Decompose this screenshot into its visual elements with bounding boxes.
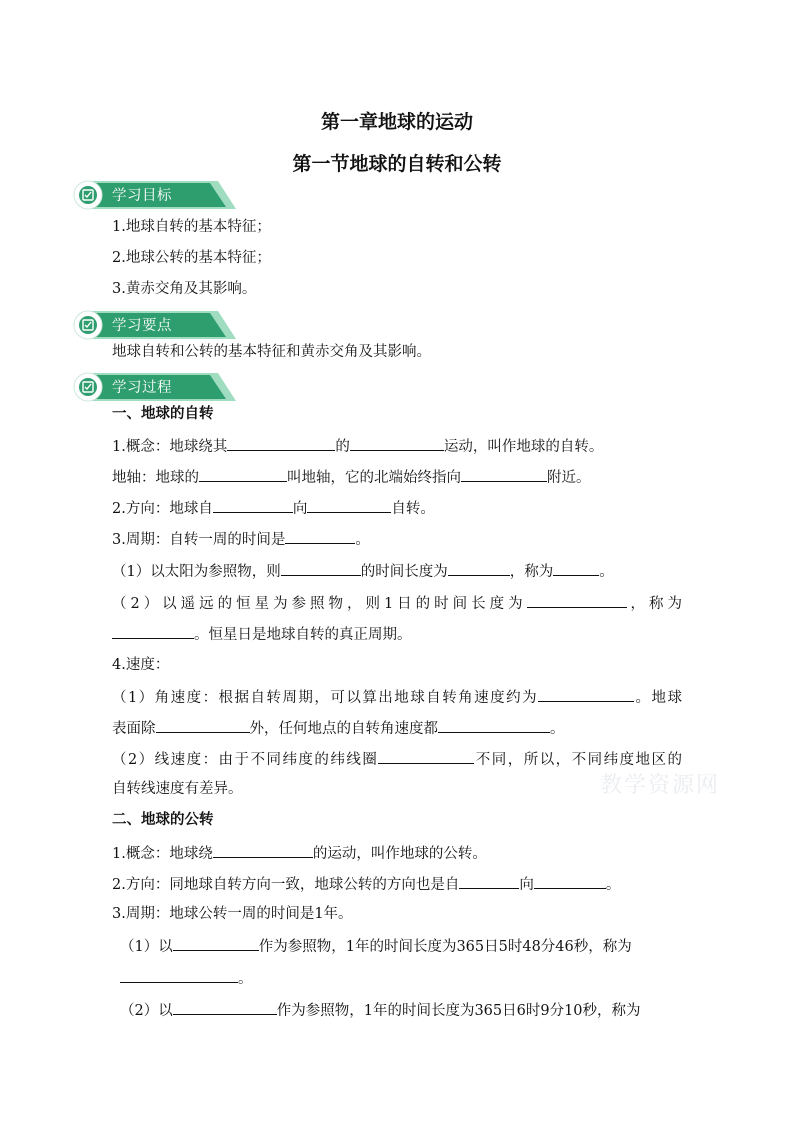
- blank[interactable]: [156, 717, 250, 733]
- sec1-heading: 一、地球的自转: [112, 406, 214, 422]
- blank[interactable]: [199, 466, 287, 482]
- sec1-concept: 1.概念：地球绕其 的 运动，叫作地球的自转。: [112, 435, 603, 457]
- sec1-period-2a: （2）以遥远的恒星为参照物，则1日的时间长度为 ，称为: [112, 592, 682, 614]
- sec1-speed-2b: 自转线速度有差异。: [112, 781, 243, 797]
- sec2-concept: 1.概念：地球绕 的运动，叫作地球的公转。: [112, 842, 487, 864]
- sec2-period-1a: （1）以 作为参照物，1年的时间长度为365日5时48分46秒，称为: [120, 935, 632, 957]
- objective-1: 1.地球自转的基本特征；: [112, 219, 271, 235]
- sec1-axis: 地轴：地球的 叫地轴，它的北端始终指向 附近。: [112, 466, 591, 488]
- section-title: 第一节地球的自转和公转: [292, 153, 502, 175]
- blank[interactable]: [350, 435, 444, 451]
- key-points-header: [72, 310, 238, 340]
- blank[interactable]: [173, 999, 277, 1015]
- blank[interactable]: [281, 560, 361, 576]
- blank[interactable]: [213, 842, 313, 858]
- blank[interactable]: [438, 717, 550, 733]
- sec1-speed: 4.速度：: [112, 657, 170, 673]
- watermark: 教学资源网: [600, 773, 721, 798]
- key-points-label: 学习要点: [112, 318, 172, 334]
- sec2-heading: 二、地球的公转: [112, 812, 214, 828]
- sec1-period: 3.周期：自转一周的时间是 。: [112, 528, 370, 550]
- sec2-period-2a: （2）以 作为参照物，1年的时间长度为365日6时9分10秒，称为: [120, 999, 641, 1021]
- blank[interactable]: [213, 497, 293, 513]
- objective-3: 3.黄赤交角及其影响。: [112, 281, 257, 297]
- objectives-label: 学习目标: [112, 188, 172, 204]
- blank[interactable]: [285, 528, 355, 544]
- blank[interactable]: [112, 623, 194, 639]
- blank[interactable]: [527, 592, 627, 608]
- blank[interactable]: [534, 873, 606, 889]
- blank[interactable]: [553, 560, 599, 576]
- sec2-period: 3.周期：地球公转一周的时间是1年。: [112, 906, 353, 922]
- blank[interactable]: [538, 686, 634, 702]
- sec1-period-1: （1）以太阳为参照物，则 的时间长度为 ，称为 。: [112, 560, 614, 582]
- sec2-direction: 2.方向：同地球自转方向一致，地球公转的方向也是自 向 。: [112, 873, 620, 895]
- sec1-period-2b: 。恒星日是地球自转的真正周期。: [112, 623, 412, 645]
- sec1-speed-1a: （1）角速度：根据自转周期，可以算出地球自转角速度约为 。地球: [112, 686, 682, 708]
- objective-2: 2.地球公转的基本特征；: [112, 250, 271, 266]
- blank[interactable]: [461, 466, 547, 482]
- blank[interactable]: [378, 748, 474, 764]
- blank[interactable]: [459, 873, 519, 889]
- sec1-direction: 2.方向：地球自 向 自转。: [112, 497, 435, 519]
- objectives-header: [72, 180, 238, 210]
- blank[interactable]: [120, 967, 238, 983]
- process-label: 学习过程: [112, 380, 172, 396]
- key-points-text: 地球自转和公转的基本特征和黄赤交角及其影响。: [112, 344, 431, 360]
- sec1-speed-1b: 表面除 外，任何地点的自转角速度都 。: [112, 717, 565, 739]
- blank[interactable]: [448, 560, 510, 576]
- sec1-speed-2a: （2）线速度：由于不同纬度的纬线圈 不同，所以，不同纬度地区的: [112, 748, 682, 770]
- blank[interactable]: [227, 435, 335, 451]
- chapter-title: 第一章地球的运动: [320, 111, 473, 133]
- blank[interactable]: [173, 935, 259, 951]
- blank[interactable]: [307, 497, 391, 513]
- process-header: [72, 372, 238, 402]
- sec2-period-1b: 。: [120, 967, 253, 989]
